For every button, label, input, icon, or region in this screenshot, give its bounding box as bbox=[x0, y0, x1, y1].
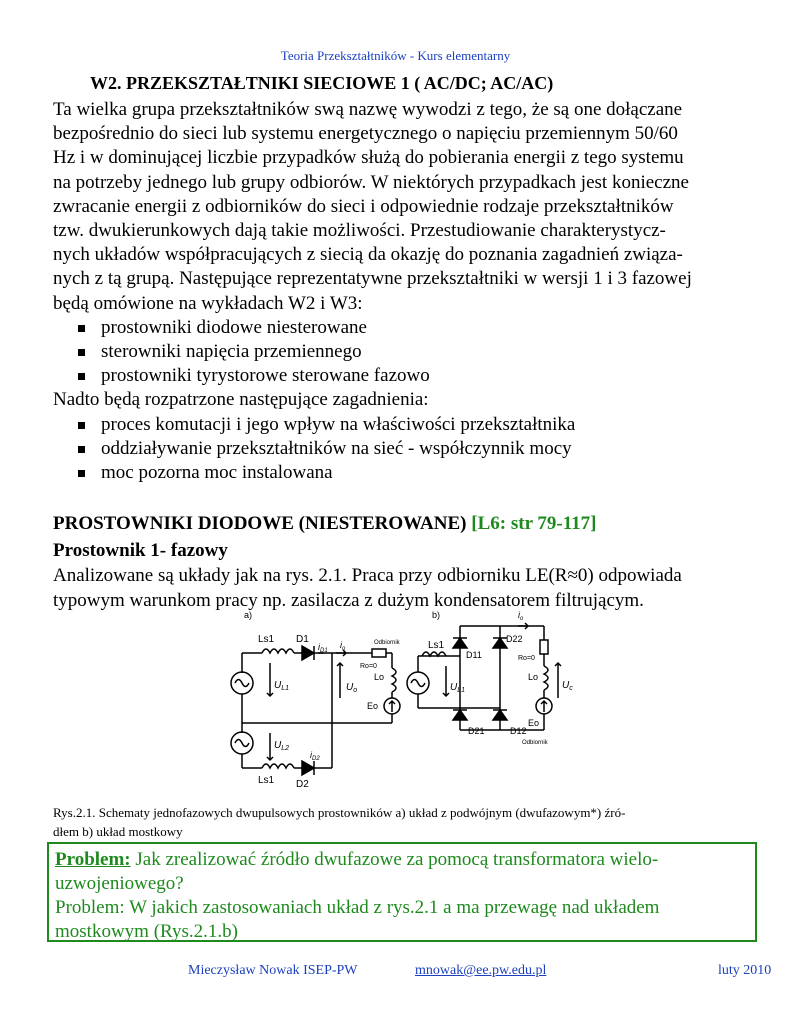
circuit-figure bbox=[222, 608, 582, 788]
paragraph-line: typowym warunkom pracy np. zasilacza z dużym kondensatorem filtrującym. bbox=[53, 589, 644, 611]
intro-line: na potrzeby jednego lub grupy odbiorów. W niektórych przypadkach jest konieczne bbox=[53, 171, 689, 193]
svg-text:Ro=0: Ro=0 bbox=[518, 655, 535, 662]
diode-d22 bbox=[493, 638, 507, 648]
list-item: proces komutacji i jego wpływ na właściwości przekształtnika bbox=[78, 413, 755, 437]
svg-text:Eo: Eo bbox=[528, 718, 540, 728]
intro-section bbox=[53, 98, 755, 485]
paragraph-line: Analizowane są układy jak na rys. 2.1. Praca przy odbiorniku LE(R≈0) odpowiada bbox=[53, 565, 682, 586]
problem-1-cont: uzwojeniowego? bbox=[55, 873, 184, 894]
caption-line: Rys.2.1. Schematy jednofazowych dwupulsowych prostowników a) układ z podwójnym (dwufazowym*) źró- bbox=[53, 805, 626, 820]
subsection-heading: Prostownik 1- fazowy bbox=[53, 540, 228, 561]
list-item: moc pozorna moc instalowana bbox=[78, 461, 755, 485]
intro-line: zwracanie energii z odbiorników do sieci i odpowiednie rodzaje przekształtników bbox=[53, 195, 674, 217]
intro-line: Ta wielka grupa przekształtników swą nazwę wywodzi z tego, że są one dołączane bbox=[53, 99, 683, 120]
list-item: sterowniki napięcia przemiennego bbox=[78, 340, 755, 364]
diode-d12 bbox=[493, 710, 507, 720]
panel-a-label: a) bbox=[244, 610, 253, 620]
svg-text:D1: D1 bbox=[296, 634, 309, 645]
intro-line: będą omówione na wykładach W2 i W3: bbox=[53, 292, 363, 314]
section-reference: [L6: str 79-117] bbox=[471, 513, 597, 534]
issues-list bbox=[53, 413, 755, 486]
svg-text:Odbiornik: Odbiornik bbox=[522, 740, 548, 746]
svg-text:Uo: $U_o$ bbox=[346, 682, 358, 694]
analysis-paragraph bbox=[53, 564, 755, 613]
inductor-ls1-bottom bbox=[262, 764, 294, 768]
svg-text:Ro=0: Ro=0 bbox=[360, 663, 377, 670]
diode-d21 bbox=[453, 710, 467, 720]
intro-line: nych układów współpracujących z siecią da okazję do poznania zagadnień związa- bbox=[53, 244, 683, 266]
diode-d2 bbox=[302, 761, 314, 775]
problem-box bbox=[47, 842, 757, 942]
resistor-ro-b bbox=[540, 640, 548, 654]
resistor-ro bbox=[372, 649, 386, 657]
problem-2: Problem: W jakich zastosowaniach układ z rys.2.1 a ma przewagę nad układem bbox=[55, 897, 660, 918]
svg-text:Eo: Eo bbox=[367, 701, 379, 711]
page-header: Teoria Przekształtników - Kurs elementarny bbox=[280, 48, 511, 63]
svg-text:Odbiornik: Odbiornik bbox=[374, 640, 400, 646]
inductor-lo bbox=[392, 668, 396, 692]
svg-text:iD1: $i_{D1}$ bbox=[318, 642, 328, 654]
svg-text:io: $i_o$ bbox=[518, 610, 524, 622]
section-title: PROSTOWNIKI DIODOWE (NIESTEROWANE) bbox=[53, 513, 467, 534]
svg-text:D21: D21 bbox=[468, 726, 485, 736]
svg-text:io: $i_o$ bbox=[340, 640, 346, 652]
section-heading bbox=[53, 513, 597, 535]
list-item: prostowniki tyrystorowe sterowane fazowo bbox=[78, 364, 755, 388]
svg-text:UL2: $U_{L2}$ bbox=[274, 740, 290, 752]
svg-text:iD2: $i_{D2}$ bbox=[310, 750, 320, 762]
list2-intro: Nadto będą rozpatrzone następujące zagadnienia: bbox=[53, 389, 429, 411]
intro-line: Hz i w dominującej liczbie przypadków służą do pobierania energii z tego systemu bbox=[53, 147, 684, 169]
svg-text:Lo: Lo bbox=[374, 672, 385, 682]
intro-line: bezpośrednio do sieci lub systemu energetycznego o napięciu przemiennym 50/60 bbox=[53, 123, 678, 145]
current-arrow bbox=[336, 650, 346, 656]
svg-text:UL1: $U_{L1}$ bbox=[274, 680, 290, 692]
diode-d1 bbox=[302, 646, 314, 660]
svg-text:Uc: $U_c$ bbox=[562, 680, 573, 692]
list-item: oddziaływanie przekształtników na sieć - współczynnik mocy bbox=[78, 437, 755, 461]
diode-d11 bbox=[453, 638, 467, 648]
svg-text:D11: D11 bbox=[466, 650, 482, 660]
page-title: W2. PRZEKSZTAŁTNIKI SIECIOWE 1 ( AC/DC; AC/AC) bbox=[90, 73, 554, 93]
inductor-lo-b bbox=[544, 666, 548, 690]
footer-email-link[interactable]: mnowak@ee.pw.edu.pl bbox=[415, 963, 547, 978]
svg-text:Ls1: Ls1 bbox=[258, 775, 275, 786]
problem-1 bbox=[55, 848, 755, 872]
svg-text:UL1: $U_{L1}$ bbox=[450, 682, 466, 694]
panel-b-label: b) bbox=[432, 610, 441, 620]
problem-1-text: Jak zrealizować źródło dwufazowe za pomocą transformatora wielo- bbox=[130, 849, 659, 870]
problem-label: Problem: bbox=[55, 849, 131, 870]
svg-text:Ls1: Ls1 bbox=[258, 634, 275, 645]
figure-caption bbox=[53, 803, 753, 841]
intro-line: tzw. dwukierunkowych dają takie możliwości. Przestudiowanie charakterystycz- bbox=[53, 220, 666, 242]
intro-line: nych z tą grupą. Następujące reprezentatywne przekształtniki w wersji 1 i 3 fazowej bbox=[53, 268, 692, 290]
svg-text:Lo: Lo bbox=[528, 672, 539, 682]
svg-text:D2: D2 bbox=[296, 779, 309, 788]
footer-date: luty 2010 bbox=[718, 963, 772, 978]
svg-text:D12: D12 bbox=[510, 726, 527, 736]
converter-list bbox=[53, 316, 755, 389]
footer-author: Mieczysław Nowak ISEP-PW bbox=[188, 963, 358, 978]
list-item: prostowniki diodowe niesterowane bbox=[78, 316, 755, 340]
inductor-ls1-top bbox=[262, 649, 294, 653]
svg-text:Ls1: Ls1 bbox=[428, 640, 445, 651]
problem-2-cont: mostkowym (Rys.2.1.b) bbox=[55, 921, 238, 942]
caption-line: dłem b) układ mostkowy bbox=[53, 824, 183, 839]
svg-text:D22: D22 bbox=[506, 634, 523, 644]
